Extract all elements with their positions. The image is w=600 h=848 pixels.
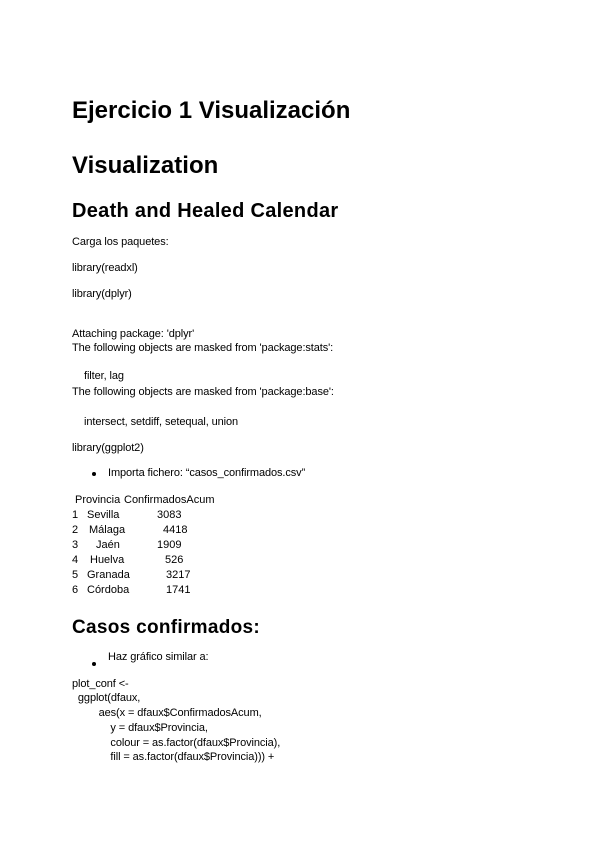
table-cell-value: 3083	[157, 509, 182, 521]
output-attaching-package: Attaching package: 'dplyr'	[72, 328, 195, 340]
output-masked-base: The following objects are masked from 'package:base':	[72, 386, 334, 398]
bullet-importa-fichero: Importa fichero: “casos_confirmados.csv”	[108, 467, 306, 479]
document-title: Ejercicio 1 Visualización	[72, 97, 351, 124]
output-stats-objects: filter, lag	[84, 370, 124, 382]
table-cell-provincia: Málaga	[89, 524, 126, 536]
code-line: fill = as.factor(dfaux$Provincia))) +	[72, 751, 275, 763]
table-cell-value: 1741	[166, 584, 191, 596]
table-cell-value: 526	[165, 554, 184, 566]
bullet-icon	[92, 662, 96, 666]
table-row-index: 3	[72, 539, 79, 551]
table-row-index: 5	[72, 569, 79, 581]
heading-death-healed-calendar: Death and Healed Calendar	[72, 200, 339, 222]
table-cell-value: 1909	[157, 539, 182, 551]
table-cell-provincia: Córdoba	[87, 584, 130, 596]
code-library-ggplot2: library(ggplot2)	[72, 442, 144, 454]
table-cell-value: 4418	[163, 524, 188, 536]
bullet-haz-grafico: Haz gráfico similar a:	[108, 651, 209, 663]
table-header-provincia: Provincia	[75, 494, 121, 506]
code-line: ggplot(dfaux,	[72, 692, 141, 704]
table-row-index: 4	[72, 554, 79, 566]
code-line: aes(x = dfaux$ConfirmadosAcum,	[72, 707, 262, 719]
code-line: colour = as.factor(dfaux$Provincia),	[72, 737, 281, 749]
table-cell-provincia: Granada	[87, 569, 130, 581]
heading-visualization: Visualization	[72, 152, 219, 179]
heading-casos-confirmados: Casos confirmados:	[72, 617, 261, 638]
output-masked-stats: The following objects are masked from 'package:stats':	[72, 342, 334, 354]
table-cell-provincia: Huelva	[90, 554, 125, 566]
code-library-readxl: library(readxl)	[72, 262, 138, 274]
table-row-index: 1	[72, 509, 79, 521]
code-line: y = dfaux$Provincia,	[72, 722, 208, 734]
table-cell-provincia: Jaén	[96, 539, 120, 551]
table-cell-provincia: Sevilla	[87, 509, 120, 521]
table-cell-value: 3217	[166, 569, 191, 581]
table-row-index: 6	[72, 584, 79, 596]
table-header-confirmados: ConfirmadosAcum	[124, 494, 215, 506]
code-line: plot_conf <-	[72, 678, 129, 690]
bullet-icon	[92, 472, 96, 476]
text-carga-paquetes: Carga los paquetes:	[72, 236, 169, 248]
output-base-objects: intersect, setdiff, setequal, union	[84, 416, 239, 428]
code-library-dplyr: library(dplyr)	[72, 288, 132, 300]
table-row-index: 2	[72, 524, 79, 536]
